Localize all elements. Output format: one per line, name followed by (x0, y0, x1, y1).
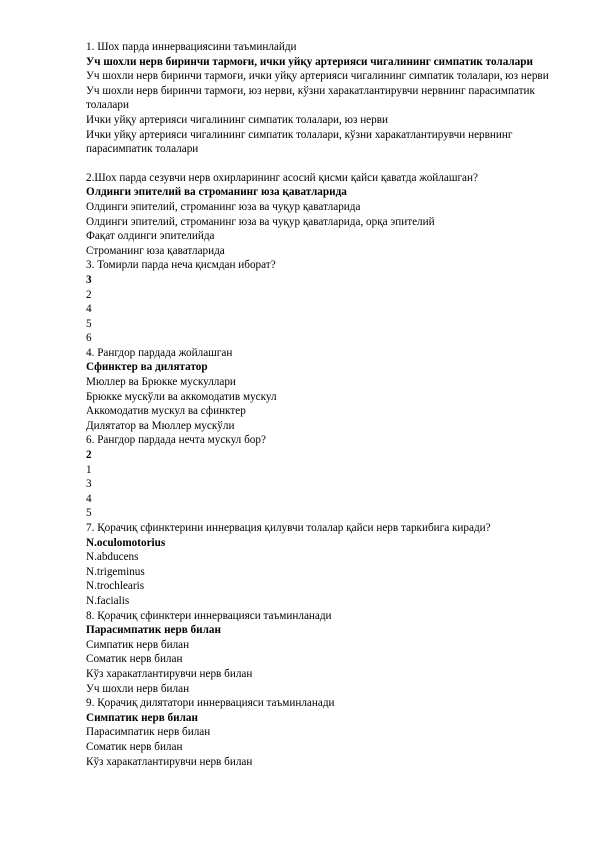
question-7-option-1: N.abducens (86, 551, 139, 564)
question-1: 1. Шох парда иннервациясини таъминлайди (86, 41, 297, 53)
question-8: 8. Қорачиқ сфинктери иннервацияси таъминланади (86, 609, 332, 622)
question-2: 2.Шох парда сезувчи нерв охирларининг асосий қисми қайси қаватда жойлашган? (86, 171, 478, 184)
question-3-correct-answer: 3 (86, 273, 92, 286)
question-6-option-2: 3 (86, 478, 92, 491)
question-2-correct-answer: Олдинги эпителий ва строманинг юза қаватларида (86, 186, 347, 199)
question-6-option-1: 1 (86, 463, 92, 476)
question-3: 3. Томирли парда неча қисмдан иборат? (86, 259, 276, 272)
question-7-option-4: N.facialis (86, 594, 130, 607)
question-9-option-3: Кўз харакатлантирувчи нерв билан (86, 755, 253, 768)
question-9-option-1: Парасимпатик нерв билан (86, 726, 211, 739)
question-1-option-2: Уч шохли нерв биринчи тармоғи, юз нерви, кўзни харакатлантирувчи нервнинг парасимпатик толалари (86, 84, 535, 112)
question-2-option-2: Олдинги эпителий, строманинг юза ва чуқур қаватларида, орқа эпителий (86, 215, 435, 228)
question-1-option-1: Уч шохли нерв биринчи тармоғи, ички уйқу артерияси чигалининг симпатик толалари, юз нерви (86, 70, 549, 83)
question-3-option-4: 6 (86, 332, 92, 345)
question-3-option-1: 2 (86, 288, 92, 301)
question-7-correct-answer: N.oculomotorius (86, 536, 166, 549)
spacer (86, 157, 556, 171)
question-6-option-3: 4 (86, 492, 92, 505)
question-4-correct-answer: Сфинктер ва дилятатор (86, 361, 208, 374)
question-6: 6. Рангдор пардада нечта мускул бор? (86, 434, 266, 447)
question-9-option-2: Соматик нерв билан (86, 740, 183, 753)
question-6-option-4: 5 (86, 507, 92, 520)
question-8-option-4: Уч шохли нерв билан (86, 682, 190, 695)
question-1-option-3: Ички уйқу артерияси чигалининг симпатик толалари, юз нерви (86, 113, 389, 126)
question-2-option-1: Олдинги эпителий, строманинг юза ва чуқур қаватларида (86, 200, 361, 213)
question-9-correct-answer: Симпатик нерв билан (86, 711, 198, 724)
question-1-correct-answer: Уч шохли нерв биринчи тармоғи, ички уйқу артерияси чигалининг симпатик толалари (86, 55, 533, 68)
quiz-content (86, 40, 556, 769)
question-4-option-4: Дилятатор ва Мюллер мускўли (86, 419, 235, 432)
question-8-option-1: Симпатик нерв билан (86, 638, 190, 651)
question-8-option-3: Кўз харакатлантирувчи нерв билан (86, 667, 253, 680)
question-7-option-3: N.trochlearis (86, 580, 145, 593)
question-9: 9. Қорачиқ дилятатори иннервацияси таъминланади (86, 697, 335, 710)
question-4: 4. Рангдор пардада жойлашган (86, 346, 233, 359)
question-2-option-3: Фақат олдинги эпителийда (86, 230, 215, 243)
question-7-option-2: N.trigeminus (86, 565, 145, 578)
question-2-option-4: Строманинг юза қаватларида (86, 244, 225, 257)
question-4-option-3: Аккомодатив мускул ва сфинктер (86, 405, 246, 418)
question-8-correct-answer: Парасимпатик нерв билан (86, 624, 221, 637)
question-7: 7. Қорачиқ сфинктерини иннервация қилувчи толалар қайси нерв таркибига киради? (86, 522, 491, 534)
question-4-option-1: Мюллер ва Брюкке мускуллари (86, 376, 236, 389)
question-4-option-2: Брюкке мускўли ва аккомодатив мускул (86, 390, 277, 403)
question-3-option-2: 4 (86, 303, 92, 316)
question-1-option-4: Ички уйқу артерияси чигалининг симпатик толалари, кўзни харакатлантирувчи нервнинг парасимпатик толалари (86, 128, 513, 156)
question-3-option-3: 5 (86, 317, 92, 330)
question-6-correct-answer: 2 (86, 449, 92, 462)
question-8-option-2: Соматик нерв билан (86, 653, 183, 666)
